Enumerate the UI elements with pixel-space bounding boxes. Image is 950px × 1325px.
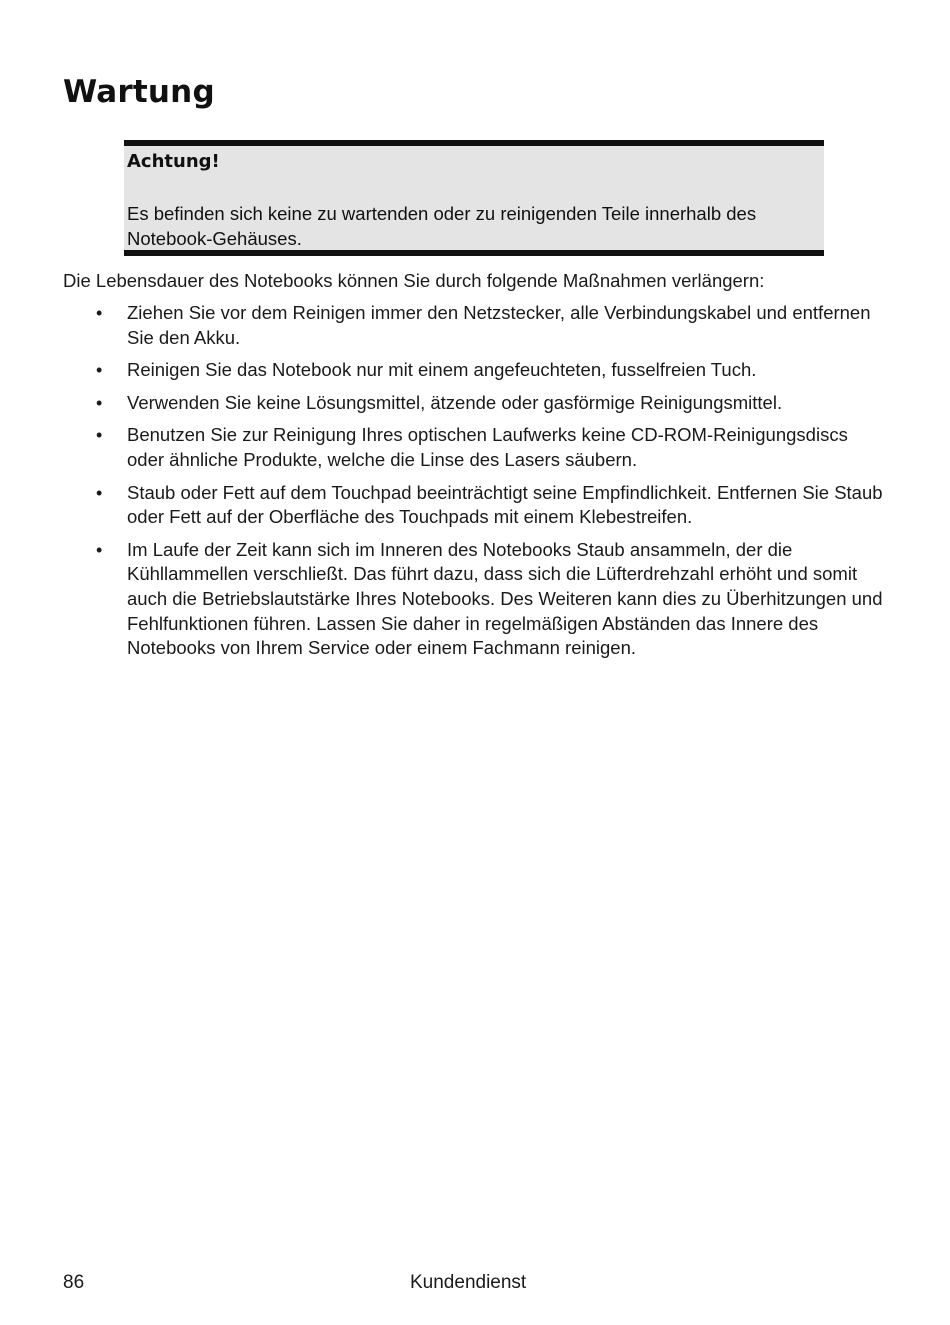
intro-paragraph: Die Lebensdauer des Notebooks können Sie durch folgende Maßnahmen verlängern: (63, 270, 765, 291)
bullet-icon: • (96, 392, 103, 413)
page-title: Wartung (63, 74, 215, 110)
list-item (0, 358, 887, 383)
warning-heading: Achtung! (127, 151, 220, 172)
bullet-icon: • (96, 425, 103, 446)
list-item (0, 481, 887, 530)
list-item-text: Im Laufe der Zeit kann sich im Inneren des Notebooks Staub ansammeln, der die Kühllammellen verschließt. Das führt dazu, dass sich die Lüfterdrehzahl erhöht und somit auch die Betriebslautstärke Ihres Notebooks. Des Weiteren kann dies zu Überhitzungen und Fehlfunktionen führen. Lassen Sie daher in regelmäßigen Abständen das Innere des Notebooks von Ihrem Service oder einem Fachmann reinigen. (127, 538, 883, 659)
bullet-icon: • (96, 482, 103, 503)
list-item-text: Verwenden Sie keine Lösungsmittel, ätzende oder gasförmige Reinigungsmittel. (127, 391, 783, 413)
list-item (0, 538, 887, 661)
bullet-icon: • (96, 360, 103, 381)
bullet-icon: • (96, 303, 103, 323)
list-item-text: Reinigen Sie das Notebook nur mit einem angefeuchteten, fusselfreien Tuch. (127, 359, 757, 381)
warning-text: Es befinden sich keine zu wartenden oder zu reinigenden Teile innerhalb des Notebook-Gehäuses. (127, 203, 757, 249)
list-item (0, 423, 887, 472)
footer-section-title: Kundendienst (410, 1272, 527, 1293)
list-item-text: Staub oder Fett auf dem Touchpad beeinträchtigt seine Empfindlichkeit. Entfernen Sie Staub oder Fett auf der Oberfläche des Touchpads mit einem Klebestreifen. (127, 481, 883, 528)
warning-box (124, 140, 824, 256)
list-item (0, 391, 887, 416)
list-item-text: Benutzen Sie zur Reinigung Ihres optischen Laufwerks keine CD-ROM-Reinigungsdiscs oder ähnliche Produkte, welche die Linse des Lasers säubern. (127, 424, 848, 470)
list-item (0, 301, 887, 350)
footer-page-number: 86 (63, 1272, 85, 1293)
maintenance-list (0, 301, 950, 669)
list-item-text: Ziehen Sie vor dem Reinigen immer den Netzstecker, alle Verbindungskabel und entfernen Sie den Akku. (127, 302, 871, 348)
bullet-icon: • (96, 539, 103, 560)
